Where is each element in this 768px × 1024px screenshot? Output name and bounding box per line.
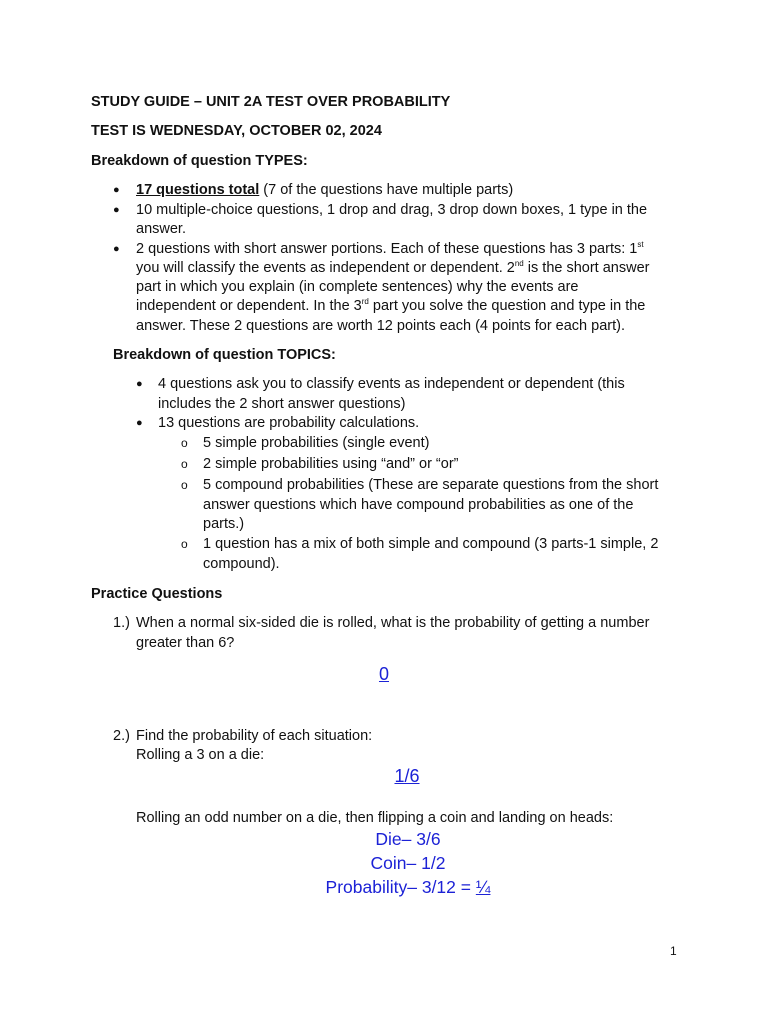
types-bullet-3-text: part you solve the question and type in the	[368, 298, 646, 314]
superscript: st	[637, 240, 644, 250]
q2-number: 2.)	[113, 728, 130, 744]
document-title: STUDY GUIDE – UNIT 2A TEST OVER PROBABILITY	[91, 94, 451, 110]
bullet-icon: ●	[113, 243, 120, 255]
q2-line3: Rolling an odd number on a die, then flipping a coin and landing on heads:	[136, 810, 614, 826]
types-bullet-3-line1	[136, 240, 644, 259]
q2-line1: Find the probability of each situation:	[136, 728, 373, 744]
bullet-icon: ●	[136, 417, 143, 429]
q1-answer: 0	[378, 664, 389, 684]
topics-sub-3-line1: 5 compound probabilities (These are separate questions from the short	[203, 477, 659, 493]
types-bullet-2-line1: 10 multiple-choice questions, 1 drop and drag, 3 drop down boxes, 1 type in the	[136, 202, 648, 218]
questions-total: 17 questions total	[136, 182, 260, 198]
types-bullet-1	[136, 181, 513, 200]
topics-sub-3-line2: answer questions which have compound probabilities as one of the	[203, 497, 634, 513]
types-bullet-3-text: is the short answer	[523, 260, 650, 276]
practice-heading: Practice Questions	[91, 586, 223, 602]
types-bullet-2-line2: answer.	[136, 221, 186, 237]
topics-heading: Breakdown of question TOPICS:	[113, 347, 336, 363]
q1-number: 1.)	[113, 615, 130, 631]
types-bullet-3-text: independent or dependent. In the 3	[136, 298, 362, 314]
topics-sub-3-line3: parts.)	[203, 516, 245, 532]
topics-bullet-1-line2: includes the 2 short answer questions)	[158, 396, 406, 412]
types-bullet-3-line2	[136, 259, 650, 278]
circle-bullet-icon: o	[181, 436, 188, 450]
topics-bullet-1-line1: 4 questions ask you to classify events as independent or dependent (this	[158, 376, 625, 392]
topics-sub-4-line1: 1 question has a mix of both simple and compound (3 parts-1 simple, 2	[203, 536, 659, 552]
probability-result: ¼	[475, 877, 491, 897]
bullet-icon: ●	[113, 204, 120, 216]
types-bullet-3-line4	[136, 297, 645, 316]
circle-bullet-icon: o	[181, 537, 188, 551]
types-bullet-3-line3: part in which you explain (in complete sentences) why the events are	[136, 279, 579, 295]
test-date: TEST IS WEDNESDAY, OCTOBER 02, 2024	[91, 123, 382, 139]
types-bullet-3-line5: answer. These 2 questions are worth 12 points each (4 points for each part).	[136, 318, 625, 334]
q2-answer-die: Die– 3/6	[375, 829, 441, 849]
q2-answer-1: 1/6	[394, 766, 420, 786]
bullet-icon: ●	[136, 378, 143, 390]
circle-bullet-icon: o	[181, 478, 188, 492]
types-bullet-3-text: 2 questions with short answer portions. Each of these questions has 3 parts: 1	[136, 241, 638, 257]
probability-text: Probability– 3/12 =	[325, 877, 476, 897]
types-bullet-1-text: (7 of the questions have multiple parts)	[259, 182, 514, 198]
superscript: rd	[361, 297, 369, 307]
q2-answer-probability	[260, 877, 556, 898]
q1-line2: greater than 6?	[136, 635, 235, 651]
page-number: 1	[670, 944, 677, 958]
circle-bullet-icon: o	[181, 457, 188, 471]
types-heading: Breakdown of question TYPES:	[91, 153, 308, 169]
q1-line1: When a normal six-sided die is rolled, what is the probability of getting a number	[136, 615, 650, 631]
topics-sub-1: 5 simple probabilities (single event)	[203, 435, 430, 451]
topics-bullet-2: 13 questions are probability calculations.	[158, 415, 420, 431]
superscript: nd	[514, 259, 524, 269]
topics-sub-2: 2 simple probabilities using “and” or “or”	[203, 456, 459, 472]
types-bullet-3-text: you will classify the events as independent or dependent. 2	[136, 260, 515, 276]
q2-answer-coin: Coin– 1/2	[370, 853, 446, 873]
topics-sub-4-line2: compound).	[203, 556, 280, 572]
bullet-icon: ●	[113, 184, 120, 196]
q2-line2: Rolling a 3 on a die:	[136, 747, 265, 763]
